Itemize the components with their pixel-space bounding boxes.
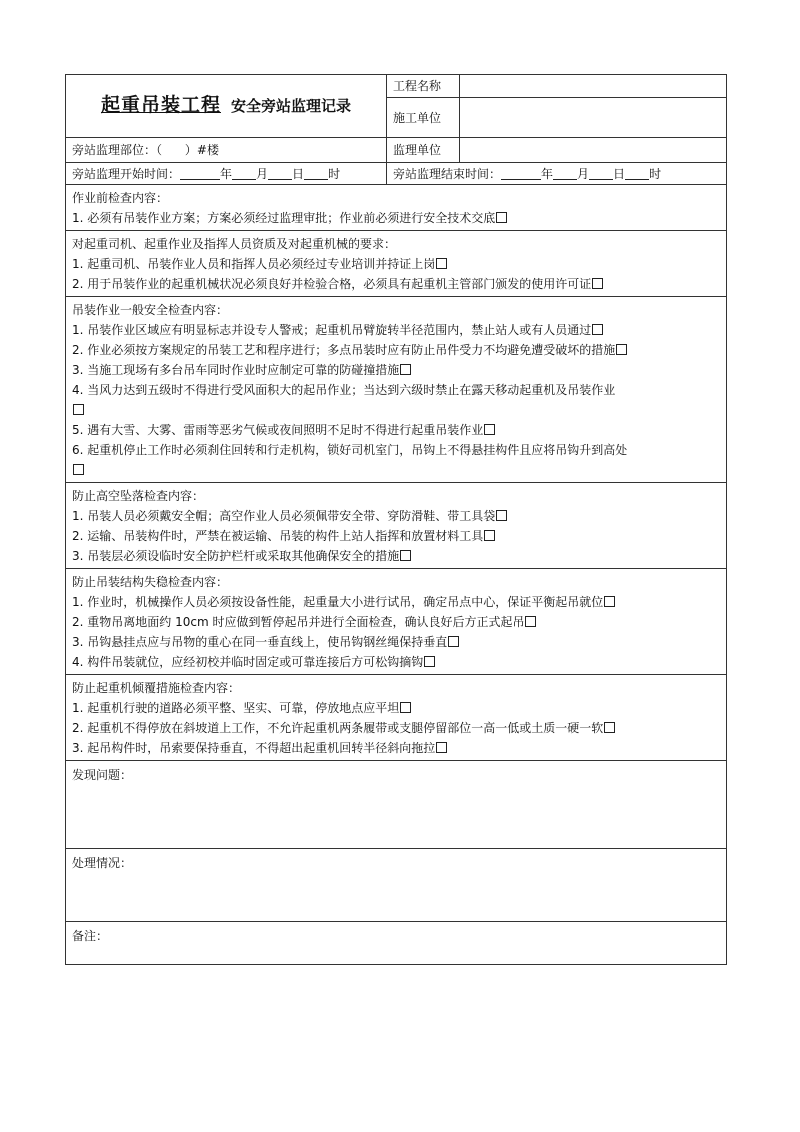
handling-field[interactable]	[66, 849, 727, 922]
check-item: 3. 起吊构件时，吊索要保持垂直，不得超出起重机回转半径斜向拖拉	[72, 738, 720, 758]
start-day-unit: 日	[292, 166, 305, 181]
start-time-cell[interactable]	[66, 163, 387, 185]
checkbox[interactable]	[604, 596, 615, 607]
check-item: 2. 起重机不得停放在斜坡道上工作，不允许起重机两条履带或支腿停留部位一高一低或土质一硬一软	[72, 718, 720, 738]
check-item: 4. 构件吊装就位，应经初校并临时固定或可靠连接后方可松钩摘钩	[72, 652, 720, 672]
end-day-blank[interactable]	[589, 166, 613, 180]
check-item-wrap	[72, 400, 720, 420]
checkbox[interactable]	[400, 550, 411, 561]
checkbox[interactable]	[484, 530, 495, 541]
end-hour-unit: 时	[649, 166, 662, 181]
start-day-blank[interactable]	[268, 166, 292, 180]
form-title	[66, 75, 387, 138]
section-title: 防止高空坠落检查内容：	[72, 489, 205, 503]
section-title: 对起重司机、起重作业及指挥人员资质及对起重机械的要求：	[72, 237, 397, 251]
end-time-label: 旁站监理结束时间：	[393, 166, 502, 181]
check-item: 1. 吊装作业区域应有明显标志并设专人警戒；起重机吊臂旋转半径范围内，禁止站人或有人员通过	[72, 320, 720, 340]
section-title: 吊装作业一般安全检查内容：	[72, 303, 229, 317]
check-item: 3. 吊装层必须设临时安全防护栏杆或采取其他确保安全的措施	[72, 546, 720, 566]
checkbox[interactable]	[592, 324, 603, 335]
project-name-label: 工程名称	[387, 75, 460, 98]
supervision-record-form	[65, 74, 727, 965]
check-item: 2. 作业必须按方案规定的吊装工艺和程序进行；多点吊装时应有防止吊件受力不均避免遭受破坏的措施	[72, 340, 720, 360]
check-item: 1. 作业时，机械操作人员必须按设备性能，起重量大小进行试吊，确定吊点中心，保证平衡起吊就位	[72, 592, 720, 612]
start-time-label: 旁站监理开始时间：	[72, 166, 181, 181]
check-item: 1. 起重机行驶的道路必须平整、坚实、可靠，停放地点应平坦	[72, 698, 720, 718]
location-suffix: #楼	[196, 143, 219, 157]
supervision-unit-label: 监理单位	[387, 138, 460, 163]
check-item: 1. 起重司机、吊装作业人员和指挥人员必须经过专业培训并持证上岗	[72, 254, 720, 274]
handling-label: 处理情况：	[72, 856, 133, 870]
location-cell[interactable]	[66, 138, 387, 163]
issues-label: 发现问题：	[72, 768, 133, 782]
checkbox[interactable]	[73, 404, 84, 415]
section-pre-work	[66, 185, 727, 231]
end-time-cell[interactable]	[387, 163, 727, 185]
project-name-value[interactable]	[460, 75, 727, 98]
section-title: 防止起重机倾覆措施检查内容：	[72, 681, 241, 695]
checkbox[interactable]	[400, 364, 411, 375]
construction-unit-label: 施工单位	[387, 98, 460, 138]
end-day-unit: 日	[613, 166, 626, 181]
start-hour-blank[interactable]	[304, 166, 328, 180]
title-sub: 安全旁站监理记录	[231, 97, 352, 115]
section-title: 防止吊装结构失稳检查内容：	[72, 575, 229, 589]
check-item-wrap	[72, 460, 720, 480]
check-item: 4. 当风力达到五级时不得进行受风面积大的起吊作业；当达到六级时禁止在露天移动起重机及吊装作业	[72, 383, 616, 397]
end-year-unit: 年	[541, 166, 554, 181]
checkbox[interactable]	[496, 510, 507, 521]
remarks-field[interactable]	[66, 922, 727, 965]
check-item: 2. 重物吊离地面约 10cm 时应做到暂停起吊并进行全面检查，确认良好后方正式起吊	[72, 612, 720, 632]
remarks-label: 备注：	[72, 929, 109, 943]
checkbox[interactable]	[592, 278, 603, 289]
checkbox[interactable]	[616, 344, 627, 355]
checkbox[interactable]	[484, 424, 495, 435]
title-main: 起重吊装工程	[100, 94, 221, 116]
start-year-blank[interactable]	[180, 166, 220, 180]
check-item: 1. 吊装人员必须戴安全帽；高空作业人员必须佩带安全带、穿防滑鞋、带工具袋	[72, 506, 720, 526]
check-item: 2. 运输、吊装构件时，严禁在被运输、吊装的构件上站人指挥和放置材料工具	[72, 526, 720, 546]
supervision-unit-value[interactable]	[460, 138, 727, 163]
checkbox[interactable]	[424, 656, 435, 667]
end-month-unit: 月	[577, 166, 590, 181]
checkbox[interactable]	[525, 616, 536, 627]
location-label: 旁站监理部位：	[72, 143, 157, 157]
start-month-blank[interactable]	[232, 166, 256, 180]
section-general-safety	[66, 297, 727, 483]
section-fall-prevention	[66, 483, 727, 569]
section-overturn	[66, 675, 727, 761]
checkbox[interactable]	[73, 464, 84, 475]
checkbox[interactable]	[448, 636, 459, 647]
issues-field[interactable]	[66, 761, 727, 849]
check-item: 1. 必须有吊装作业方案；方案必须经过监理审批；作业前必须进行安全技术交底	[72, 208, 720, 228]
end-year-blank[interactable]	[501, 166, 541, 180]
checkbox[interactable]	[604, 722, 615, 733]
check-item: 3. 当施工现场有多台吊车同时作业时应制定可靠的防碰撞措施	[72, 360, 720, 380]
section-stability	[66, 569, 727, 675]
checkbox[interactable]	[436, 258, 447, 269]
start-year-unit: 年	[220, 166, 233, 181]
check-item: 3. 吊钩悬挂点应与吊物的重心在同一垂直线上，使吊钩钢丝绳保持垂直	[72, 632, 720, 652]
section-title: 作业前检查内容：	[72, 191, 169, 205]
check-item: 2. 用于吊装作业的起重机械状况必须良好并检验合格，必须具有起重机主管部门颁发的使用许可证	[72, 274, 720, 294]
start-month-unit: 月	[256, 166, 269, 181]
check-item: 5. 遇有大雪、大雾、雷雨等恶劣气候或夜间照明不足时不得进行起重吊装作业	[72, 420, 720, 440]
section-qualification	[66, 231, 727, 297]
location-paren: （ ）	[156, 143, 197, 157]
end-month-blank[interactable]	[553, 166, 577, 180]
checkbox[interactable]	[436, 742, 447, 753]
construction-unit-value[interactable]	[460, 98, 727, 138]
check-item: 6. 起重机停止工作时必须刹住回转和行走机构，锁好司机室门，吊钩上不得悬挂构件且应将吊钩升到高处	[72, 443, 628, 457]
end-hour-blank[interactable]	[625, 166, 649, 180]
checkbox[interactable]	[400, 702, 411, 713]
checkbox[interactable]	[496, 212, 507, 223]
start-hour-unit: 时	[328, 166, 341, 181]
